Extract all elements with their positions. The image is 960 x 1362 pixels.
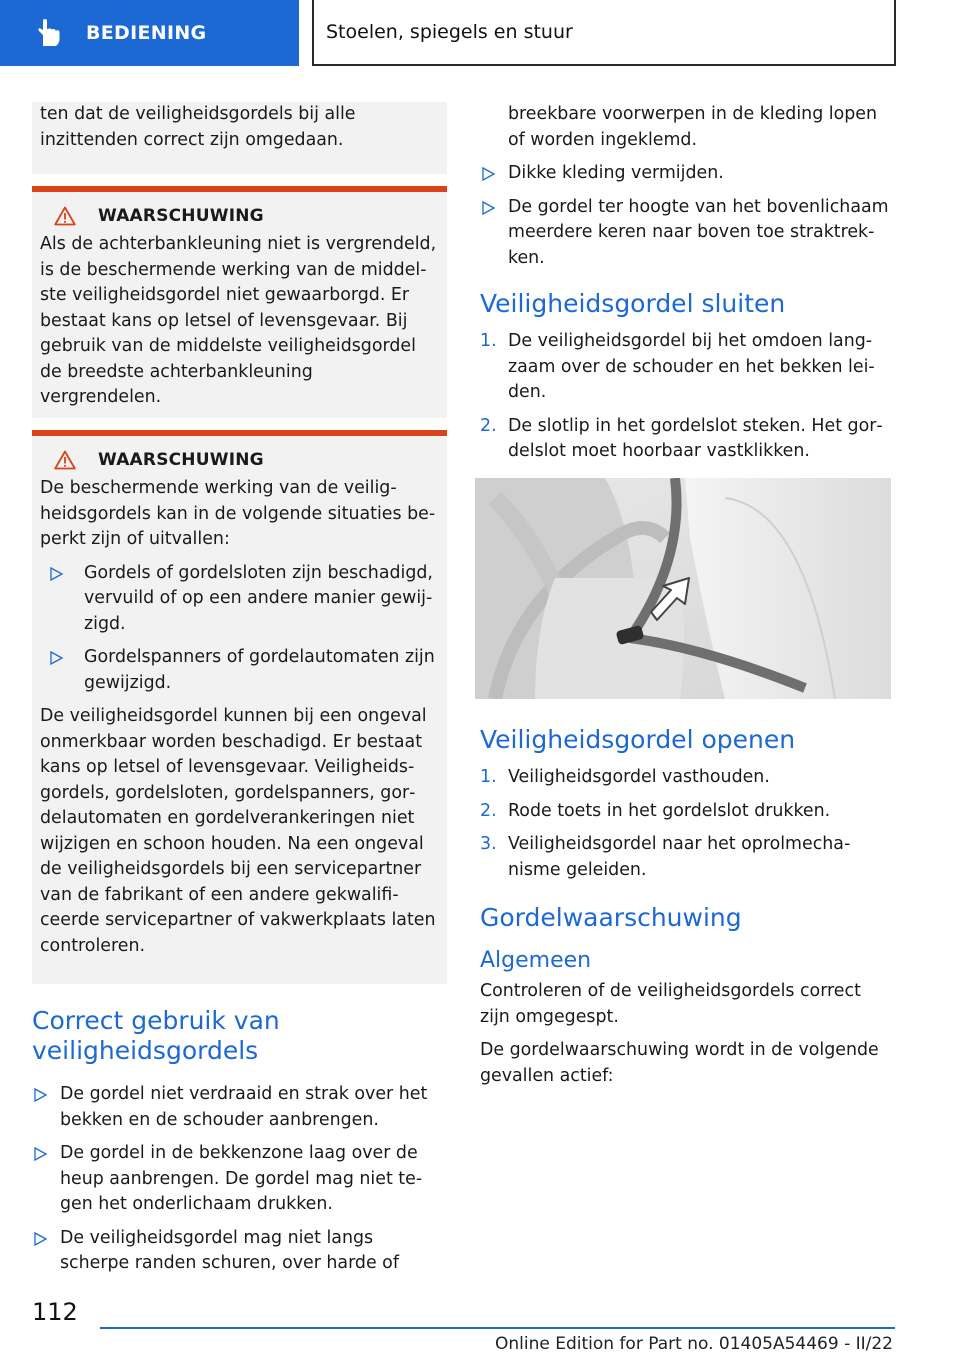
footer-divider — [100, 1327, 895, 1329]
warning-triangle-icon — [54, 206, 76, 226]
warning-box-1 — [32, 186, 447, 418]
section-label: BEDIENING — [86, 22, 207, 44]
hand-pointer-icon — [34, 18, 64, 48]
usage-bullets-continued — [480, 161, 895, 271]
intro-text: ten dat de veiligheidsgordels bij alle inzittenden correct zijn omgedaan. — [40, 104, 356, 150]
list-item: 2. Rode toets in het gordelslot drukken. — [480, 800, 831, 821]
bullet-triangle-icon — [32, 1087, 48, 1103]
left-column — [32, 102, 447, 1285]
list-item: De gordel niet verdraaid en strak over het bekken en de schouder aanbrengen. — [32, 1082, 447, 1133]
warning-intro: De beschermende werking van de veiligheidsgordels kan in de volgende situaties beperkt zijn of uitvallen: — [40, 478, 436, 549]
bullet-triangle-icon — [480, 200, 496, 216]
bullet-triangle-icon — [48, 650, 64, 666]
section-heading: Gordelwaarschuwing — [480, 903, 742, 932]
list-item: 3. Veiligheidsgordel naar het oprolmechanisme geleiden. — [480, 834, 851, 880]
warning-title: WAARSCHUWING — [98, 450, 264, 470]
page-number: 112 — [32, 1298, 78, 1326]
list-item: Dikke kleding vermijden. — [480, 161, 895, 187]
section-heading: Veiligheidsgordel openen — [480, 725, 796, 754]
open-steps — [480, 765, 895, 883]
warning-text: Als de achterbankleuning niet is vergrendeld, is de beschermende werking van de middelste veiligheidsgordel niet gewaarborgd. Er bestaat kans op letsel of levensgevaar. Bij gebruik van de middelste veiligheidsgordel de breedste achterbankleuning vergrendelen. — [40, 234, 437, 407]
continued-text: breekbare voorwerpen in de kleding lopen of worden ingeklemd. — [508, 104, 877, 150]
list-item: De gordel in de bekkenzone laag over de heup aanbrengen. De gordel mag niet tegen het onderlichaam drukken. — [32, 1141, 447, 1218]
warning-heading — [40, 450, 437, 470]
warning-triangle-icon — [54, 450, 76, 470]
general-text-1: Controleren of de veiligheidsgordels correct zijn omgegespt. — [480, 981, 861, 1027]
list-item: Gordels of gordelsloten zijn beschadigd, vervuild of op een andere manier gewijzigd. — [48, 561, 437, 638]
close-steps — [480, 329, 895, 465]
bullet-triangle-icon — [32, 1231, 48, 1247]
bullet-triangle-icon — [480, 166, 496, 182]
list-item: De gordel ter hoogte van het bovenlichaam meerdere keren naar boven toe straktrekken. — [480, 195, 895, 272]
usage-bullets — [32, 1082, 447, 1277]
section-tab — [0, 0, 299, 66]
warning-bullets — [40, 561, 437, 697]
warning-heading — [40, 206, 437, 226]
bullet-triangle-icon — [48, 566, 64, 582]
section-heading: Veiligheidsgordel sluiten — [480, 289, 786, 318]
seatbelt-buckle-photo — [475, 478, 891, 699]
warning-box-2 — [32, 430, 447, 984]
warning-title: WAARSCHUWING — [98, 206, 264, 226]
right-column-lower — [480, 725, 895, 1089]
list-item: 1. De veiligheidsgordel bij het omdoen langzaam over de schouder en het bekken leiden. — [480, 331, 875, 402]
general-text-2: De gordelwaarschuwing wordt in de volgende gevallen actief: — [480, 1040, 879, 1086]
warning-text: De veiligheidsgordel kunnen bij een ongeval onmerkbaar worden beschadigd. Er bestaat kans op letsel of levensgevaar. Veiligheidsgordels, gordelsloten, gordelspanners, gordelautomaten en gordelverankeringen niet wijzigen en schoon houden. Na een ongeval de veiligheidsgordels bij een servicepartner van de fabrikant of een andere gekwalificeerde servicepartner of vakwerkplaats laten controleren. — [40, 706, 436, 956]
footer-edition: Online Edition for Part no. 01405A54469 - II/22 — [494, 1334, 893, 1354]
section-heading: Correct gebruik van veiligheidsgordels — [32, 1006, 280, 1065]
list-item: De veiligheidsgordel mag niet langs scherpe randen schuren, over harde of — [32, 1226, 447, 1277]
right-column — [480, 102, 895, 473]
subsection-heading: Algemeen — [480, 948, 592, 973]
intro-box — [32, 102, 447, 174]
chapter-title: Stoelen, spiegels en stuur — [312, 0, 896, 66]
list-item: 2. De slotlip in het gordelslot steken. Het gordelslot moet hoorbaar vastklikken. — [480, 415, 883, 461]
list-item: Gordelspanners of gordelautomaten zijn gewijzigd. — [48, 645, 437, 696]
list-item: 1. Veiligheidsgordel vasthouden. — [480, 767, 770, 787]
bullet-triangle-icon — [32, 1146, 48, 1162]
